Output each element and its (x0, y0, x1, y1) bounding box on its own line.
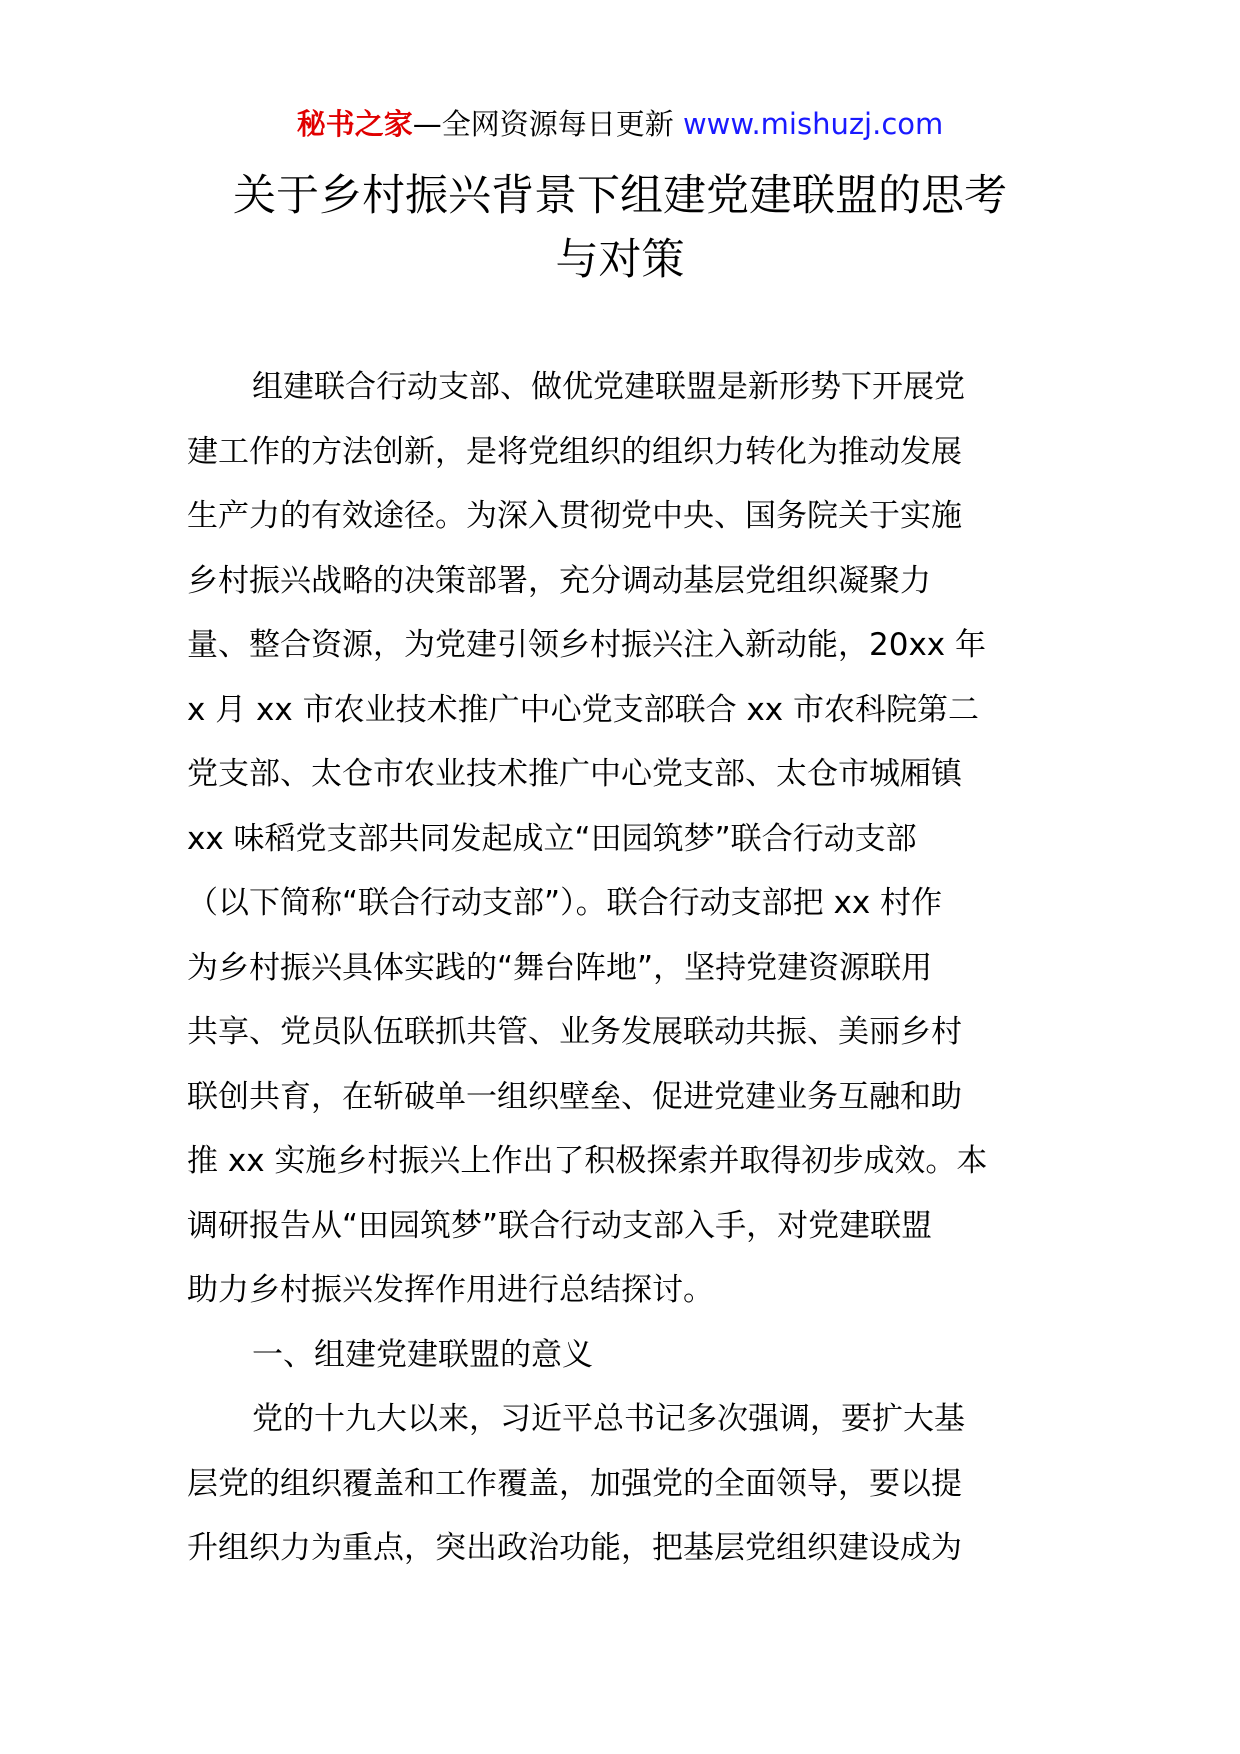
paragraph-line: （以下简称“联合行动支部”）。联合行动支部把 xx 村作 (187, 885, 943, 921)
paragraph-line: 乡村振兴战略的决策部署，充分调动基层党组织凝聚力 (187, 562, 931, 599)
section-heading: 一、组建党建联盟的意义 (252, 1336, 593, 1373)
paragraph-line: xx 味稻党支部共同发起成立“田园筑梦”联合行动支部 (187, 820, 917, 857)
site-name: 秘书之家 (296, 107, 413, 141)
paragraph-line: 助力乡村振兴发挥作用进行总结探讨。 (187, 1272, 714, 1308)
paragraph-line: 量、整合资源，为党建引领乡村振兴注入新动能，20xx 年 (187, 627, 986, 663)
title-line: 与对策 (555, 235, 685, 285)
site-tagline: —全网资源每日更新 (412, 107, 674, 141)
paragraph-line: 共享、党员队伍联抓共管、业务发展联动共振、美丽乡村 (187, 1014, 962, 1050)
paragraph-line: 建工作的方法创新，是将党组织的组织力转化为推动发展 (187, 433, 962, 470)
paragraph-line: 党的十九大以来，习近平总书记多次强调，要扩大基 (252, 1401, 965, 1437)
document-title (150, 164, 1090, 292)
paragraph-line: 组建联合行动支部、做优党建联盟是新形势下开展党 (252, 369, 965, 405)
paragraph-line: 推 xx 实施乡村振兴上作出了积极探索并取得初步成效。本 (187, 1143, 988, 1179)
title-line: 关于乡村振兴背景下组建党建联盟的思考 (233, 171, 1007, 221)
paragraph-line: 联创共育，在斩破单一组织壁垒、促进党建业务互融和助 (187, 1078, 962, 1115)
site-header (0, 104, 1240, 144)
paragraph-line: 党支部、太仓市农业技术推广中心党支部、太仓市城厢镇 (187, 756, 962, 792)
paragraph-line: 生产力的有效途径。为深入贯彻党中央、国务院关于实施 (187, 498, 962, 534)
paragraph-line: 为乡村振兴具体实践的“舞台阵地”，坚持党建资源联用 (187, 949, 933, 986)
paragraph-line: 层党的组织覆盖和工作覆盖，加强党的全面领导，要以提 (187, 1465, 962, 1502)
paragraph-line: 升组织力为重点，突出政治功能，把基层党组织建设成为 (187, 1530, 962, 1566)
document-body (187, 355, 1047, 1581)
paragraph-line: 调研报告从“田园筑梦”联合行动支部入手，对党建联盟 (187, 1207, 933, 1244)
paragraph-line: x 月 xx 市农业技术推广中心党支部联合 xx 市农科院第二 (187, 691, 979, 728)
site-url-link[interactable]: www.mishuzj.com (682, 107, 944, 141)
